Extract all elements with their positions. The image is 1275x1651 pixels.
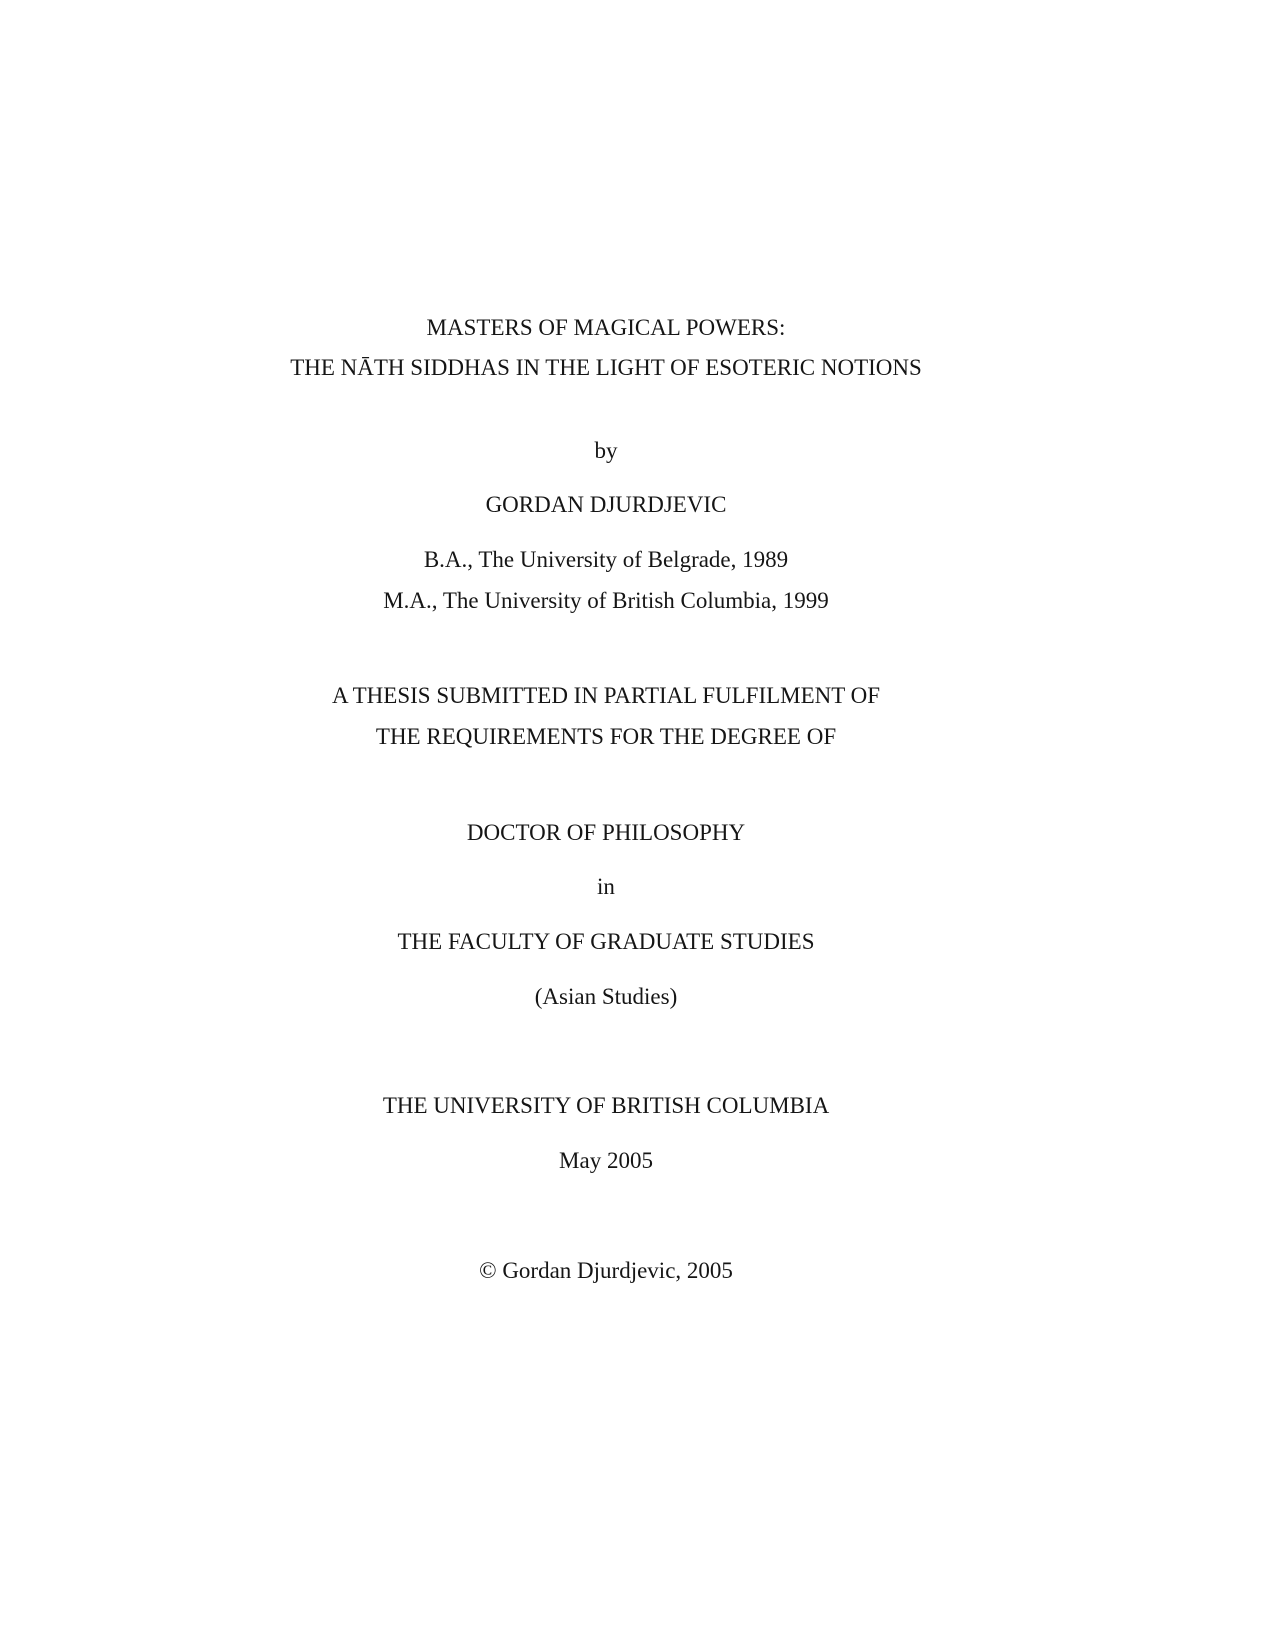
degree-ba: B.A., The University of Belgrade, 1989 xyxy=(423,547,789,572)
submission-line-2: THE REQUIREMENTS FOR THE DEGREE OF xyxy=(375,724,837,749)
degree-name: DOCTOR OF PHILOSOPHY xyxy=(466,820,746,845)
in-label: in xyxy=(597,874,615,899)
author-name: GORDAN DJURDJEVIC xyxy=(485,492,727,517)
university-name: THE UNIVERSITY OF BRITISH COLUMBIA xyxy=(382,1093,830,1118)
by-label: by xyxy=(594,438,618,463)
copyright-notice: © Gordan Djurdjevic, 2005 xyxy=(479,1258,733,1283)
title-line-2: THE NĀTH SIDDHAS IN THE LIGHT OF ESOTERIC NOTIONS xyxy=(290,355,922,380)
faculty-name: THE FACULTY OF GRADUATE STUDIES xyxy=(397,929,815,954)
submission-date: May 2005 xyxy=(559,1148,653,1173)
title-line-1: MASTERS OF MAGICAL POWERS: xyxy=(426,315,786,340)
submission-line-1: A THESIS SUBMITTED IN PARTIAL FULFILMENT OF xyxy=(331,683,881,708)
degree-ma: M.A., The University of British Columbia, 1999 xyxy=(383,588,829,613)
department-name: (Asian Studies) xyxy=(534,984,678,1009)
